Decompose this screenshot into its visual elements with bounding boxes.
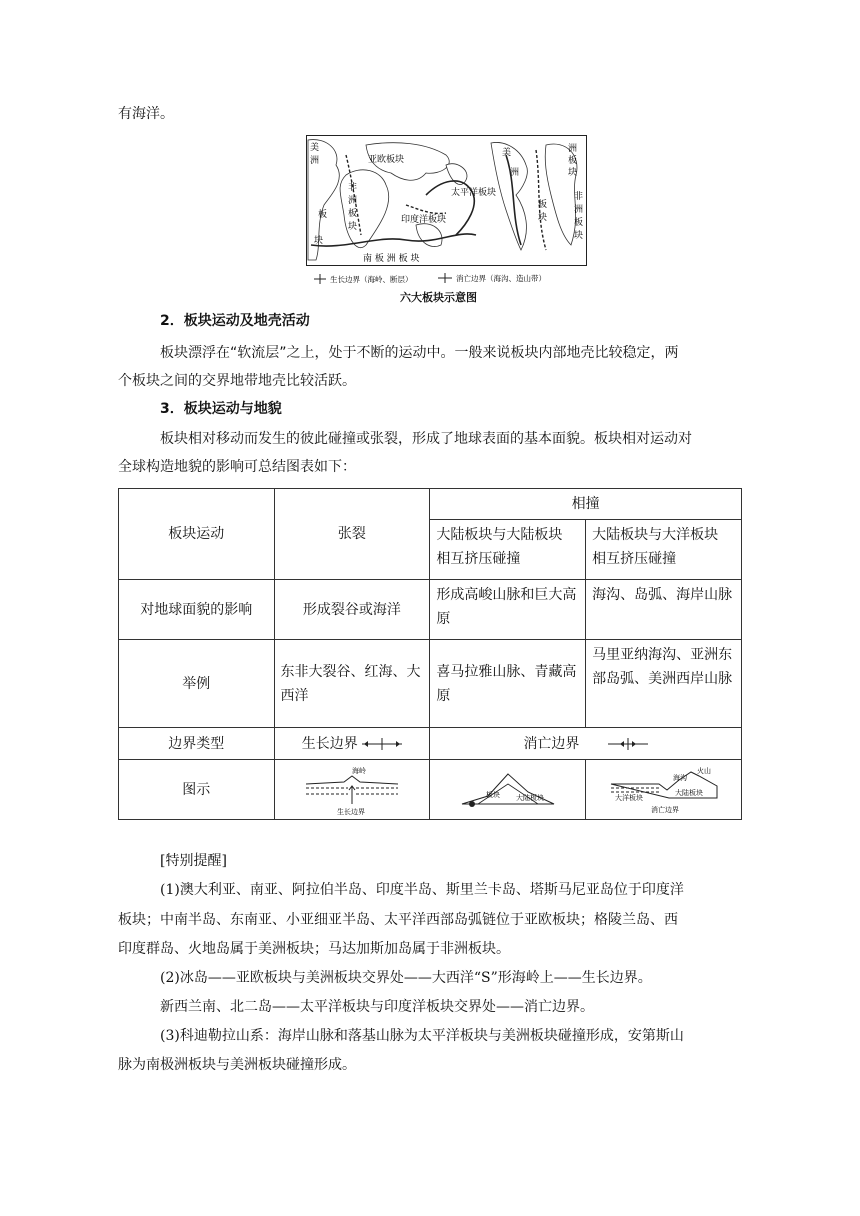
reminder-p2a: (2)冰岛——亚欧板块与美洲板块交界处——大西洋“S”形海岭上——生长边界。 (160, 970, 652, 986)
map-label-america-3: 板 (538, 200, 548, 210)
cell-collide: 相撞 (430, 489, 742, 520)
section2-line1: 板块漂浮在“软流层”之上，处于不断的运动中。一般来说板块内部地壳比较稳定，两 (160, 345, 679, 361)
cell-fig-growth (274, 760, 430, 820)
cell-example-co: 马里亚纳海沟、亚洲东部岛弧、美洲西岸山脉 (586, 640, 742, 728)
section2-heading: 2．板块运动及地壳活动 (160, 313, 310, 329)
cell-boundary-growth: 生长边界 (274, 728, 430, 760)
map-label-pacific: 太平洋板块 (451, 188, 497, 198)
map-label-left-4: 块 (314, 236, 324, 246)
reminder-p1b: 板块；中南半岛、东南亚、小亚细亚半岛、太平洋西部岛弧链位于亚欧板块；格陵兰岛、西 (118, 912, 678, 928)
map-label-right-6: 板 (574, 218, 584, 228)
growth-boundary-icon (362, 738, 402, 750)
reminder-p3b: 脉为南极洲板块与美洲板块碰撞形成。 (118, 1057, 356, 1073)
cell-rift: 张裂 (274, 489, 430, 580)
section3-line2: 全球构造地貌的影响可总结图表如下： (118, 459, 356, 475)
map-label-africa-4: 块 (348, 222, 358, 232)
map-label-indian: 印度洋板块 (401, 215, 447, 225)
cell-cc-header: 大陆板块与大陆板块 相互挤压碰撞 (430, 520, 586, 580)
intro-tail: 有海洋。 (118, 106, 174, 122)
cell-boundary: 边界类型 (119, 728, 275, 760)
fig2-left: 板块 (485, 790, 500, 799)
map-caption: 六大板块示意图 (400, 291, 477, 304)
cell-effect-co: 海沟、岛弧、海岸山脉 (586, 580, 742, 640)
fig3-bottom: 消亡边界 (650, 805, 679, 814)
map-label-africa-1: 非 (348, 183, 358, 193)
map-label-america-2: 洲 (510, 168, 520, 178)
map-label-left-3: 板 (318, 210, 328, 220)
ocean-continent-collision-diagram (609, 764, 719, 816)
section3-heading: 3．板块运动与地貌 (160, 401, 282, 417)
cell-effect: 对地球面貌的影响 (119, 580, 275, 640)
map-label-america-4: 块 (538, 213, 548, 223)
fig3-cont: 大陆板块 (674, 788, 703, 797)
map-label-right-5: 洲 (574, 205, 584, 215)
cell-effect-rift: 形成裂谷或海洋 (274, 580, 430, 640)
map-label-right-1: 洲 (568, 144, 578, 154)
map-label-africa-2: 洲 (348, 196, 358, 206)
plate-motion-table (118, 488, 742, 820)
cell-motion: 板块运动 (119, 489, 275, 580)
fig1-bottom: 生长边界 (336, 807, 365, 816)
fig3-ocean: 大洋板块 (614, 793, 643, 802)
map-label-eurasia: 亚欧板块 (368, 155, 405, 165)
legend-growth: 生长边界（海岭、断层） (330, 275, 413, 284)
cell-boundary-sub: 消亡边界 (430, 728, 742, 760)
reminder-p3a: (3)科迪勒拉山系：海岸山脉和落基山脉为太平洋板块与美洲板块碰撞形成，安第斯山 (160, 1028, 684, 1044)
map-label-left-2: 洲 (310, 156, 320, 166)
map-label-left-1: 美 (310, 143, 320, 153)
plate-map (306, 135, 587, 290)
continent-collision-diagram (458, 764, 558, 816)
subduction-boundary-icon (608, 738, 648, 750)
map-label-right-7: 块 (574, 231, 584, 241)
cell-example-cc: 喜马拉雅山脉、青藏高原 (430, 640, 586, 728)
map-label-america-1: 美 (502, 148, 512, 158)
section3-line1: 板块相对移动而发生的彼此碰撞或张裂，形成了地球表面的基本面貌。板块相对运动对 (160, 431, 692, 447)
map-label-africa-3: 板 (348, 209, 358, 219)
fig1-top: 海岭 (351, 766, 366, 775)
cell-example-rift: 东非大裂谷、红海、大西洋 (274, 640, 430, 728)
reminder-p2b: 新西兰南、北二岛——太平洋板块与印度洋板块交界处——消亡边界。 (160, 999, 594, 1015)
reminder-p1a: (1)澳大利亚、南亚、阿拉伯半岛、印度半岛、斯里兰卡岛、塔斯马尼亚岛位于印度洋 (160, 882, 684, 898)
growth-boundary-diagram (304, 764, 400, 816)
reminder-p1c: 印度群岛、火地岛属于美洲板块；马达加斯加岛属于非洲板块。 (118, 941, 510, 957)
map-label-right-4: 非 (574, 192, 584, 202)
cell-fig-co (586, 760, 742, 820)
fig2-right: 大陆板块 (515, 793, 544, 802)
cell-fig-cc (430, 760, 586, 820)
fig2-marker (469, 801, 475, 807)
reminder-title: [特别提醒] (160, 853, 227, 869)
cell-co-header: 大陆板块与大洋板块 相互挤压碰撞 (586, 520, 742, 580)
cell-figure: 图示 (119, 760, 275, 820)
map-label-right-3: 块 (568, 168, 578, 178)
cell-effect-cc: 形成高峻山脉和巨大高原 (430, 580, 586, 640)
section2-line2: 个板块之间的交界地带地壳比较活跃。 (118, 373, 356, 389)
legend-subduction: 消亡边界（海沟、造山带） (456, 274, 546, 283)
fig3-vol: 火山 (696, 766, 711, 775)
cell-example: 举例 (119, 640, 275, 728)
map-label-right-2: 板 (568, 156, 578, 166)
map-label-antarctic: 南 板 洲 板 块 (363, 254, 420, 264)
fig3-trench: 海沟 (672, 773, 687, 782)
